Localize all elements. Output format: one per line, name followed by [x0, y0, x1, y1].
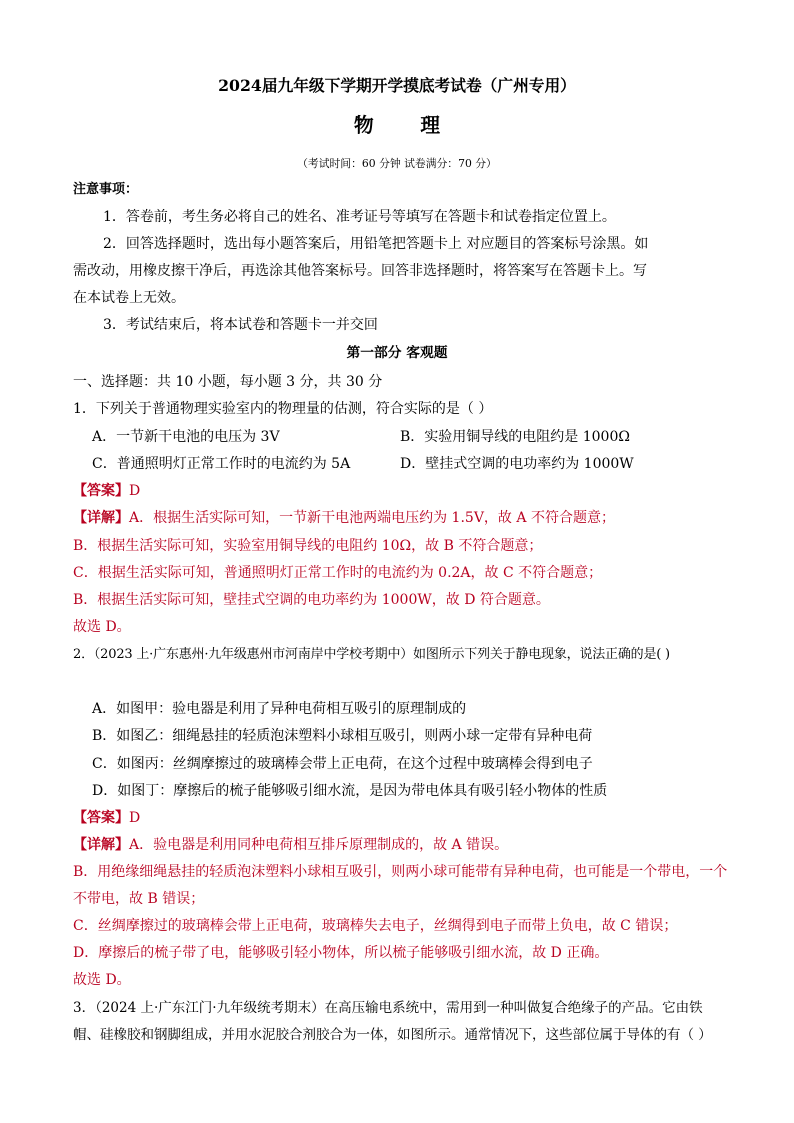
- q1-answer-value: D: [129, 483, 141, 499]
- q3-stem-1: 3．（2024 上·广东江门·九年级统考期末）在高压输电系统中，需用到一种叫做复合绝缘子的产品。它由铁: [73, 1000, 703, 1016]
- q1-answer-tag: 【答案】: [73, 483, 129, 499]
- part1-heading: 第一部分 客观题: [346, 345, 448, 361]
- q3-stem-2: 帽、硅橡胶和钢脚组成，并用水泥胶合剂胶合为一体，如图所示。通常情况下，这些部位属于导体的有（ ）: [73, 1027, 712, 1043]
- q2-detail-1: [73, 835, 508, 855]
- q2-detail-2b: 不带电，故 B 错误；: [73, 891, 205, 907]
- q1-conclusion: 故选 D。: [73, 619, 131, 635]
- q2-option-a: A．如图甲：验电器是利用了异种电荷相互吸引的原理制成的: [92, 701, 467, 717]
- q1-option-a: A．一节新干电池的电压为 3V: [92, 429, 280, 445]
- section-heading: 一、选择题：共 10 小题，每小题 3 分，共 30 分: [73, 374, 383, 390]
- q1-option-c: C．普通照明灯正常工作时的电流约为 5A: [92, 456, 351, 472]
- notice-item-1: 1．答卷前，考生务必将自己的姓名、准考证号等填写在答题卡和试卷指定位置上。: [103, 209, 616, 225]
- q1-answer: [73, 481, 140, 501]
- notice-item-2a: 2．回答选择题时，选出每小题答案后，用铅笔把答题卡上 对应题目的答案标号涂黑。如: [103, 236, 649, 252]
- q2-option-b: B．如图乙：细绳悬挂的轻质泡沫塑料小球相互吸引，则两小球一定带有异种电荷: [92, 728, 593, 744]
- q2-option-d: D．如图丁：摩擦后的梳子能够吸引细水流，是因为带电体具有吸引轻小物体的性质: [92, 783, 608, 799]
- q2-detail-2a: B．用绝缘细绳悬挂的轻质泡沫塑料小球相互吸引，则两小球可能带有异种电荷，也可能是一个带电，一个: [73, 864, 728, 880]
- q2-option-c: C．如图丙：丝绸摩擦过的玻璃棒会带上正电荷，在这个过程中玻璃棒会得到电子: [92, 756, 593, 772]
- q2-detail-4: D．摩擦后的梳子带了电，能够吸引轻小物体，所以梳子能够吸引细水流，故 D 正确。: [73, 945, 609, 961]
- q1-detail-4: B．根据生活实际可知，壁挂式空调的电功率约为 1000W，故 D 符合题意。: [73, 592, 550, 608]
- q1-detail-3: C．根据生活实际可知，普通照明灯正常工作时的电流约为 0.2A，故 C 不符合题意；: [73, 565, 603, 581]
- q1-detail-1: [73, 508, 615, 528]
- q2-detail-3: C．丝绸摩擦过的玻璃棒会带上正电荷，玻璃棒失去电子，丝绸得到电子而带上负电，故 C 错误；: [73, 918, 678, 934]
- subject-title: 物 理: [353, 114, 441, 137]
- q1-option-d: D．壁挂式空调的电功率约为 1000W: [400, 456, 634, 472]
- q2-conclusion: 故选 D。: [73, 972, 131, 988]
- q1-detail-2: B．根据生活实际可知，实验室用铜导线的电阻约 10Ω，故 B 不符合题意；: [73, 538, 543, 554]
- q2-stem: 2．（2023 上·广东惠州·九年级惠州市河南岸中学校考期中）如图所示下列关于静电现象，说法正确的是( ): [73, 647, 670, 662]
- q2-detail-1-text: A．验电器是利用同种电荷相互排斥原理制成的，故 A 错误。: [129, 837, 509, 853]
- exam-meta: （考试时间：60 分钟 试卷满分：70 分）: [297, 157, 497, 170]
- q2-answer-tag: 【答案】: [73, 810, 129, 826]
- notice-heading: 注意事项：: [73, 182, 139, 197]
- q2-answer-value: D: [129, 810, 141, 826]
- q1-detail-tag: 【详解】: [73, 510, 129, 526]
- q1-option-b: B．实验用铜导线的电阻约是 1000Ω: [400, 429, 630, 445]
- q2-answer: [73, 808, 140, 828]
- notice-item-3: 3．考试结束后，将本试卷和答题卡一并交回: [103, 317, 378, 333]
- q2-detail-tag: 【详解】: [73, 837, 129, 853]
- q1-detail-1-text: A．根据生活实际可知，一节新干电池两端电压约为 1.5V，故 A 不符合题意；: [129, 510, 615, 526]
- notice-item-2b: 需改动，用橡皮擦干净后，再选涂其他答案标号。回答非选择题时，将答案写在答题卡上。写: [73, 263, 647, 279]
- exam-title: 2024届九年级下学期开学摸底考试卷（广州专用）: [218, 76, 576, 95]
- notice-item-2c: 在本试卷上无效。: [73, 290, 185, 306]
- q1-stem: 1．下列关于普通物理实验室内的物理量的估测，符合实际的是（ ）: [73, 401, 493, 417]
